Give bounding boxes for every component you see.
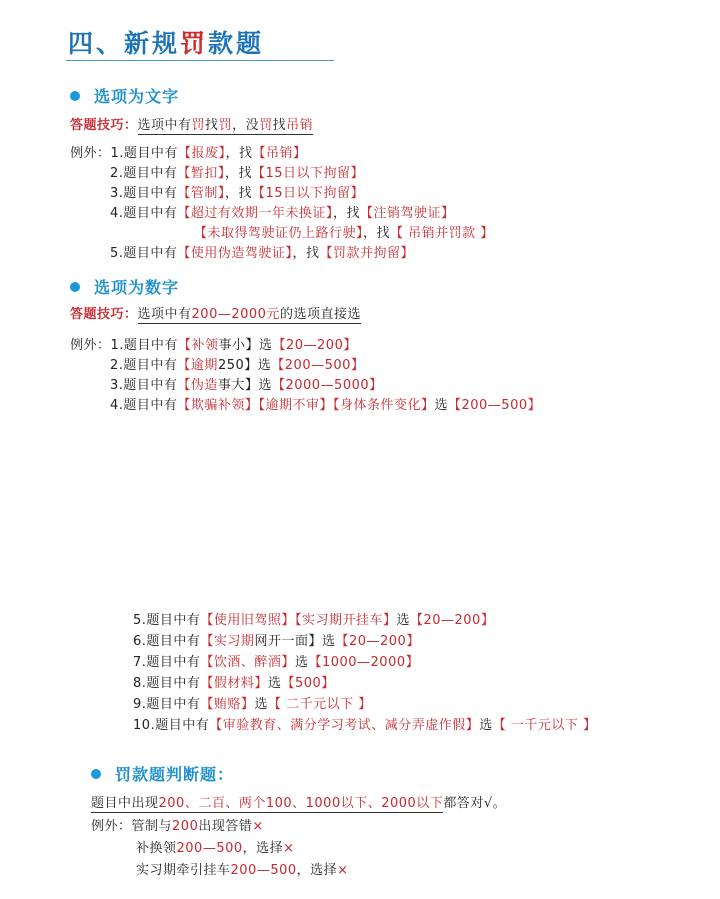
title-part-2: 罚 bbox=[180, 29, 209, 58]
list-item: 【未取得驾驶证仍上路行驶】，找【 吊销并罚款 】 bbox=[194, 226, 494, 241]
tip-row-2: 答题技巧：选项中有200—2000元的选项直接选 bbox=[70, 307, 361, 322]
list-item: 6.题目中有【实习期网开一面】选【20—200】 bbox=[133, 634, 420, 649]
list-item: 实习期牵引挂车200—500，选择× bbox=[136, 863, 349, 878]
list-item: 4.题目中有【超过有效期一年未换证】，找【注销驾驶证】 bbox=[110, 206, 455, 221]
cross-icon: × bbox=[337, 863, 349, 878]
list-item: 8.题目中有【假材料】选【500】 bbox=[133, 676, 335, 691]
list-item: 补换领200—500，选择× bbox=[136, 841, 295, 856]
list-item: 例外：1.题目中有【补领事小】选【20—200】 bbox=[70, 338, 357, 353]
title-part-1: 新规 bbox=[124, 29, 181, 58]
tip-text-1: 选项中有罚找罚，没罚找吊销 bbox=[137, 118, 314, 133]
tip-text-2: 选项中有200—2000元的选项直接选 bbox=[137, 307, 361, 322]
title-part-3: 款题 bbox=[208, 29, 265, 58]
list-item: 2.题目中有【暂扣】，找【15日以下拘留】 bbox=[110, 166, 364, 181]
section-heading-text-options: 选项为文字 bbox=[70, 84, 179, 107]
list-item: 3.题目中有【管制】，找【15日以下拘留】 bbox=[110, 186, 364, 201]
list-item: 4.题目中有【欺骗补领】【逾期不审】【身体条件变化】选【200—500】 bbox=[110, 398, 542, 413]
list-item: 例外：管制与200出现答错× bbox=[91, 819, 264, 834]
list-item: 2.题目中有【逾期250】选【200—500】 bbox=[110, 358, 365, 373]
bullet-dot-icon bbox=[70, 91, 80, 101]
cross-icon: × bbox=[252, 819, 264, 834]
list-item: 3.题目中有【伪造事大】选【2000—5000】 bbox=[110, 378, 383, 393]
tip-row-1: 答题技巧：选项中有罚找罚，没罚找吊销 bbox=[70, 118, 314, 133]
bullet-dot-icon bbox=[70, 282, 80, 292]
list-item: 7.题目中有【饮酒、醉酒】选【1000—2000】 bbox=[133, 655, 420, 670]
cross-icon: × bbox=[283, 841, 295, 856]
bullet-dot-icon bbox=[91, 769, 101, 779]
section-heading-judgment: 罚款题判断题： bbox=[91, 762, 234, 785]
list-item: 例外：1.题目中有【报废】，找【吊销】 bbox=[70, 146, 307, 161]
page-title bbox=[68, 24, 264, 60]
title-number: 四、 bbox=[68, 29, 125, 58]
title-underline bbox=[66, 60, 334, 61]
judgment-rule: 题目中出现200、二百、两个100、1000以下、2000以下都答对√。 bbox=[91, 796, 507, 811]
section-heading-number-options: 选项为数字 bbox=[70, 275, 179, 298]
list-item: 10.题目中有【审验教育、满分学习考试、减分弄虚作假】选【 一千元以下 】 bbox=[133, 718, 597, 733]
list-item: 5.题目中有【使用旧驾照】【实习期开挂车】选【20—200】 bbox=[133, 613, 495, 628]
list-item: 9.题目中有【贿赂】选【 二千元以下 】 bbox=[133, 697, 372, 712]
list-item: 5.题目中有【使用伪造驾驶证】，找【罚款并拘留】 bbox=[110, 246, 414, 261]
